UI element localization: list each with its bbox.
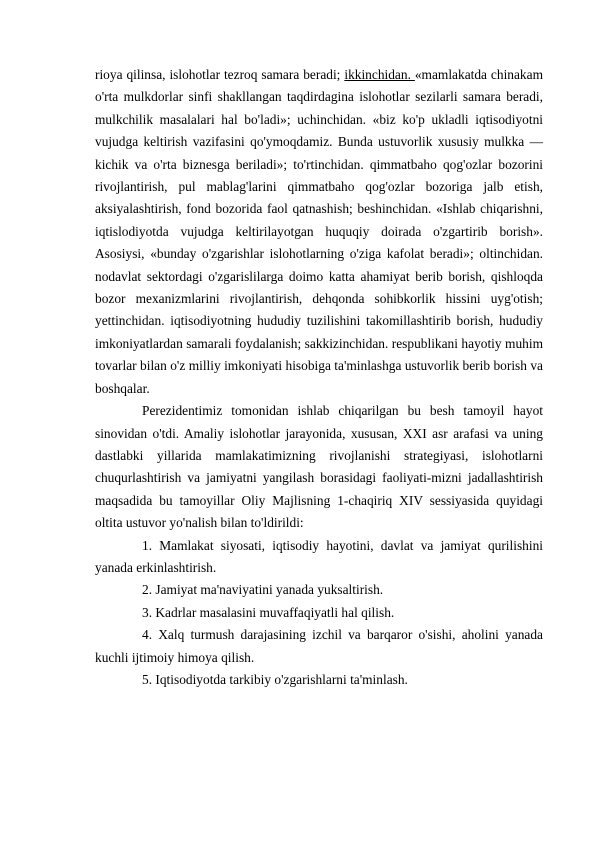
list-item-4: 4. Xalq turmush darajasining izchil va barqaror o'sishi, aholini yanada kuchli ijtimoiy himoya qilish. (95, 627, 543, 665)
paragraph-president-principles: Perezidentimiz tomonidan ishlab chiqarilgan bu besh tamoyil hayot sinovidan o'tdi. Amaliy islohotlar jarayonida, xususan, XXI asr arafasi va uning dastlabki yillarida mamlakatimizning rivojlanishi strategiyasi, islohotlarni chuqurlashtirish va jamiyatni yangilash borasidagi faoliyati-mizni jadallashtirish maqsadida bu tamoyillar Oliy Majlisning 1-chaqiriq XIV sessiyasida quyidagi oltita ustuvor yo'nalish bilan to'ldirildi: (95, 403, 543, 531)
underlined-ordinal: ikkinchidan. (344, 67, 415, 82)
document-page (95, 64, 543, 691)
paragraph-text-rest: «mamlakatda chinakam o'rta mulkdorlar sinfi shakllangan taqdirdagina islohotlar sezilarli samara beradi, mulkchilik masalalari hal bo'ladi»; uchinchidan. «biz ko'p ukladli iqtisodiyotni vujudga keltirish vazifasini qo'ymoqdamiz. Bunda ustuvorlik xususiy mulkka —kichik va o'rta biznesga beriladi»; to'rtinchidan. qimmatbaho qog'ozlar bozorini rivojlantirish, pul mablag'larini qimmatbaho qog'ozlar bozoriga jalb etish, aksiyalashtirish, fond bozorida faol qatnashish; beshinchidan. «Ishlab chiqarishni, iqtislodiyotda vujudga keltirilayotgan huquqiy doirada o'zgartirib borish». Asosiysi, «bunday o'zgarishlar islohotlarning o'ziga kafolat beradi»; oltinchidan. nodavlat sektordagi o'zgarislilarga doimo katta ahamiyat berib borish, qishloqda bozor mexanizmlarini rivojlantirish, dehqonda sohibkorlik hissini uyg'otish; yettinchidan. iqtisodiyotning hududiy tuzilishini takomillashtirib borish, hududiy imkoniyatlardan samarali foydalanish; sakkizinchidan. respublikani hayotiy muhim tovarlar bilan o'z milliy imkoniyati hisobiga ta'minlashga ustuvorlik berib borish va boshqalar. (95, 67, 543, 396)
paragraph-principles-continued (95, 64, 543, 400)
list-item-2: 2. Jamiyat ma'naviyatini yanada yuksaltirish. (142, 582, 384, 598)
list-item-3: 3. Kadrlar masalasini muvaffaqiyatli hal qilish. (142, 604, 395, 620)
list-item-1: 1. Mamlakat siyosati, iqtisodiy hayotini, davlat va jamiyat qurilishini yanada erkinlashtirish. (95, 537, 543, 575)
paragraph-text-start: rioya qilinsa, islohotlar tezroq samara beradi; (95, 67, 345, 82)
list-item-5: 5. Iqtisodiyotda tarkibiy o'zgarishlarni ta'minlash. (142, 671, 408, 687)
